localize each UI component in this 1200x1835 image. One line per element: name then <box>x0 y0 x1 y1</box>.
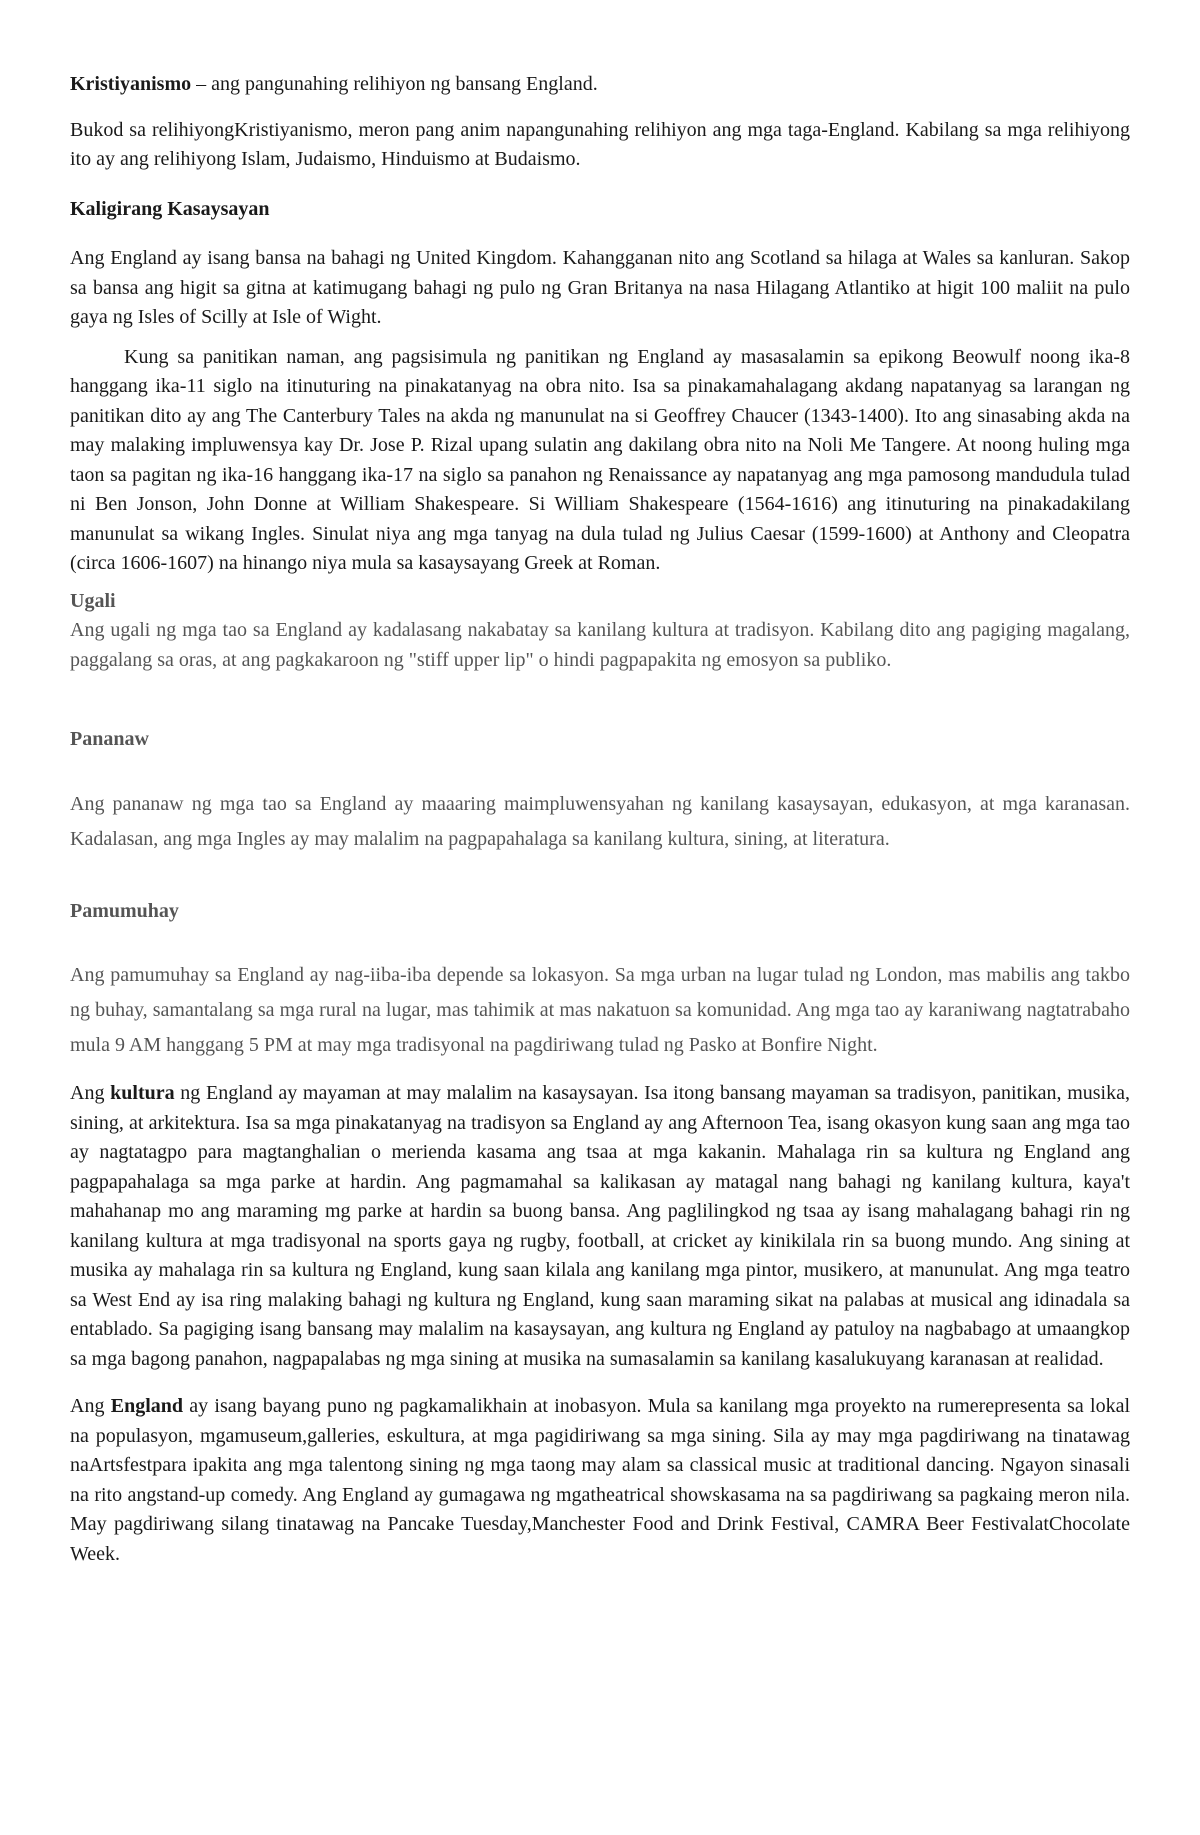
kultura-bold: kultura <box>110 1082 175 1104</box>
intro-definition: – ang pangunahing relihiyon ng bansang England. <box>191 73 598 95</box>
religions-paragraph: Bukod sa relihiyongKristiyanismo, meron pang anim napangunahing relihiyon ang mga taga-England. Kabilang sa mga relihiyong ito ay ang relihiyong Islam, Judaismo, Hinduismo at Budaismo. <box>70 118 1130 170</box>
history-paragraph-2: Kung sa panitikan naman, ang pagsisimula ng panitikan ng England ay masasalamin sa epikong Beowulf noong ika-8 hanggang ika-11 siglo na itinuturing na pinakatanyag na obra nito. Isa sa pinakamahalagang akdang napatanyag sa larangan ng panitikan dito ay ang The Canterbury Tales na akda ng manunulat na si Geoffrey Chaucer (1343-1400). Ito ang sinasabing akda na may malaking impluwensya kay Dr. Jose P. Rizal upang sulatin ang dakilang obra nito na Noli Me Tangere. At noong huling mga taon sa pagitan ng ika-16 hanggang ika-17 na siglo sa panahon ng Renaissance ay napatanyag ang mga pamosong mandudula tulad ni Ben Jonson, John Donne at William Shakespeare. Si William Shakespeare (1564-1616) ang itinuturing na pinakadakilang manunulat sa wikang Ingles. Sinulat niya ang mga tanyag na dula tulad ng Julius Caesar (1599-1600) at Anthony and Cleopatra (circa 1606-1607) na hinango niya mula sa kasaysayang Greek at Roman. <box>70 345 1130 574</box>
history-paragraph-1: Ang England ay isang bansa na bahagi ng United Kingdom. Kahangganan nito ang Scotland sa hilaga at Wales sa kanluran. Sakop sa bansa ang higit sa gitna at katimugang bahagi ng pulo ng Gran Britanya na nasa Hilagang Atlantiko at higit 100 maliit na pulo gaya ng Isles of Scilly at Isle of Wight. <box>70 247 1130 328</box>
pamumuhay-paragraph: Ang pamumuhay sa England ay nag-iiba-iba depende sa lokasyon. Sa mga urban na lugar tulad ng London, mas mabilis ang takbo ng buhay, samantalang sa mga rural na lugar, mas tahimik at mas nakatuon sa komunidad. Ang mga tao ay karaniwang nagtatrabaho mula 9 AM hanggang 5 PM at may mga tradisyonal na pagdiriwang tulad ng Pasko at Bonfire Night. <box>70 964 1130 1056</box>
england-bold: England <box>110 1395 183 1417</box>
kultura-lead: Ang <box>70 1082 111 1104</box>
document-page <box>70 70 1130 1569</box>
ugali-paragraph: Ang ugali ng mga tao sa England ay kadalasang nakabatay sa kanilang kultura at tradisyon. Kabilang dito ang pagiging magalang, paggalang sa oras, at ang pagkakaroon ng "stiff upper lip" o hindi pagpapakita ng emosyon sa publiko. <box>70 619 1130 671</box>
intro-paragraph <box>70 70 1130 100</box>
history-heading: Kaligirang Kasaysayan <box>70 197 270 220</box>
kultura-text: ng England ay mayaman at may malalim na kasaysayan. Isa itong bansang mayaman sa tradisyon, panitikan, musika, sining, at arkitektura. Isa sa mga pinakatanyag na tradisyon sa England ay ang Afternoon Tea, isang okasyon kung saan ang mga tao ay nagtatagpo para magtanghalian o merienda kasama ang tsaa at mga kakanin. Mahalaga rin sa kultura ng England ang pagpapahalaga sa mga parke at hardin. Ang pagmamahal sa kalikasan ay matagal nang bahagi ng kanilang kultura, kaya't mahahanap mo ang maraming mg parke at hardin sa buong bansa. Ang paglilingkod ng tsaa ay isang mahalagang bahagi rin ng kanilang kultura at mga tradisyonal na sports gaya ng rugby, football, at cricket ay kinikilala rin sa buong mundo. Ang sining at musika ay mahalaga rin sa kultura ng England, kung saan kilala ang kanilang mga pintor, musikero, at manunulat. Ang mga teatro sa West End ay isa ring malaking bahagi ng kultura ng England, kung saan maraming sikat na palabas at musical ang idinadala sa entablado. Sa pagiging isang bansang may malalim na kasaysayan, ang kultura ng England ay patuloy na nagbabago at umaangkop sa mga bagong panahon, nagpapalabas ng mga sining at musika na sumasalamin sa kanilang kasalukuyang karanasan at realidad. <box>70 1082 1130 1370</box>
england-paragraph <box>70 1392 1130 1569</box>
pamumuhay-heading: Pamumuhay <box>70 899 179 922</box>
intro-term: Kristiyanismo <box>70 73 192 95</box>
ugali-heading: Ugali <box>70 589 116 612</box>
pananaw-paragraph: Ang pananaw ng mga tao sa England ay maaaring maimpluwensyahan ng kanilang kasaysayan, edukasyon, at mga karanasan. Kadalasan, ang mga Ingles ay may malalim na pagpapahalaga sa kanilang kultura, sining, at literatura. <box>70 792 1130 850</box>
england-text: ay isang bayang puno ng pagkamalikhain at inobasyon. Mula sa kanilang mga proyekto na rumerepresenta sa lokal na populasyon, mgamuseum,galleries, eskultura, at mga pagidiriwang sa mga sining. Sila ay may mga pagdiriwang na tinatawag naArtsfestpara ipakita ang mga talentong sining ng mga taong may alam sa classical music at traditional dancing. Ngayon sinasali na rito angstand-up comedy. Ang England ay gumagawa ng mgatheatrical showskasama na sa pagdiriwang sa pagkaing meron nila. May pagdiriwang silang tinatawag na Pancake Tuesday,Manchester Food and Drink Festival, CAMRA Beer FestivalatChocolate Week. <box>70 1395 1131 1565</box>
kultura-paragraph <box>70 1079 1130 1374</box>
pananaw-heading: Pananaw <box>70 728 149 750</box>
england-lead: Ang <box>70 1395 111 1417</box>
